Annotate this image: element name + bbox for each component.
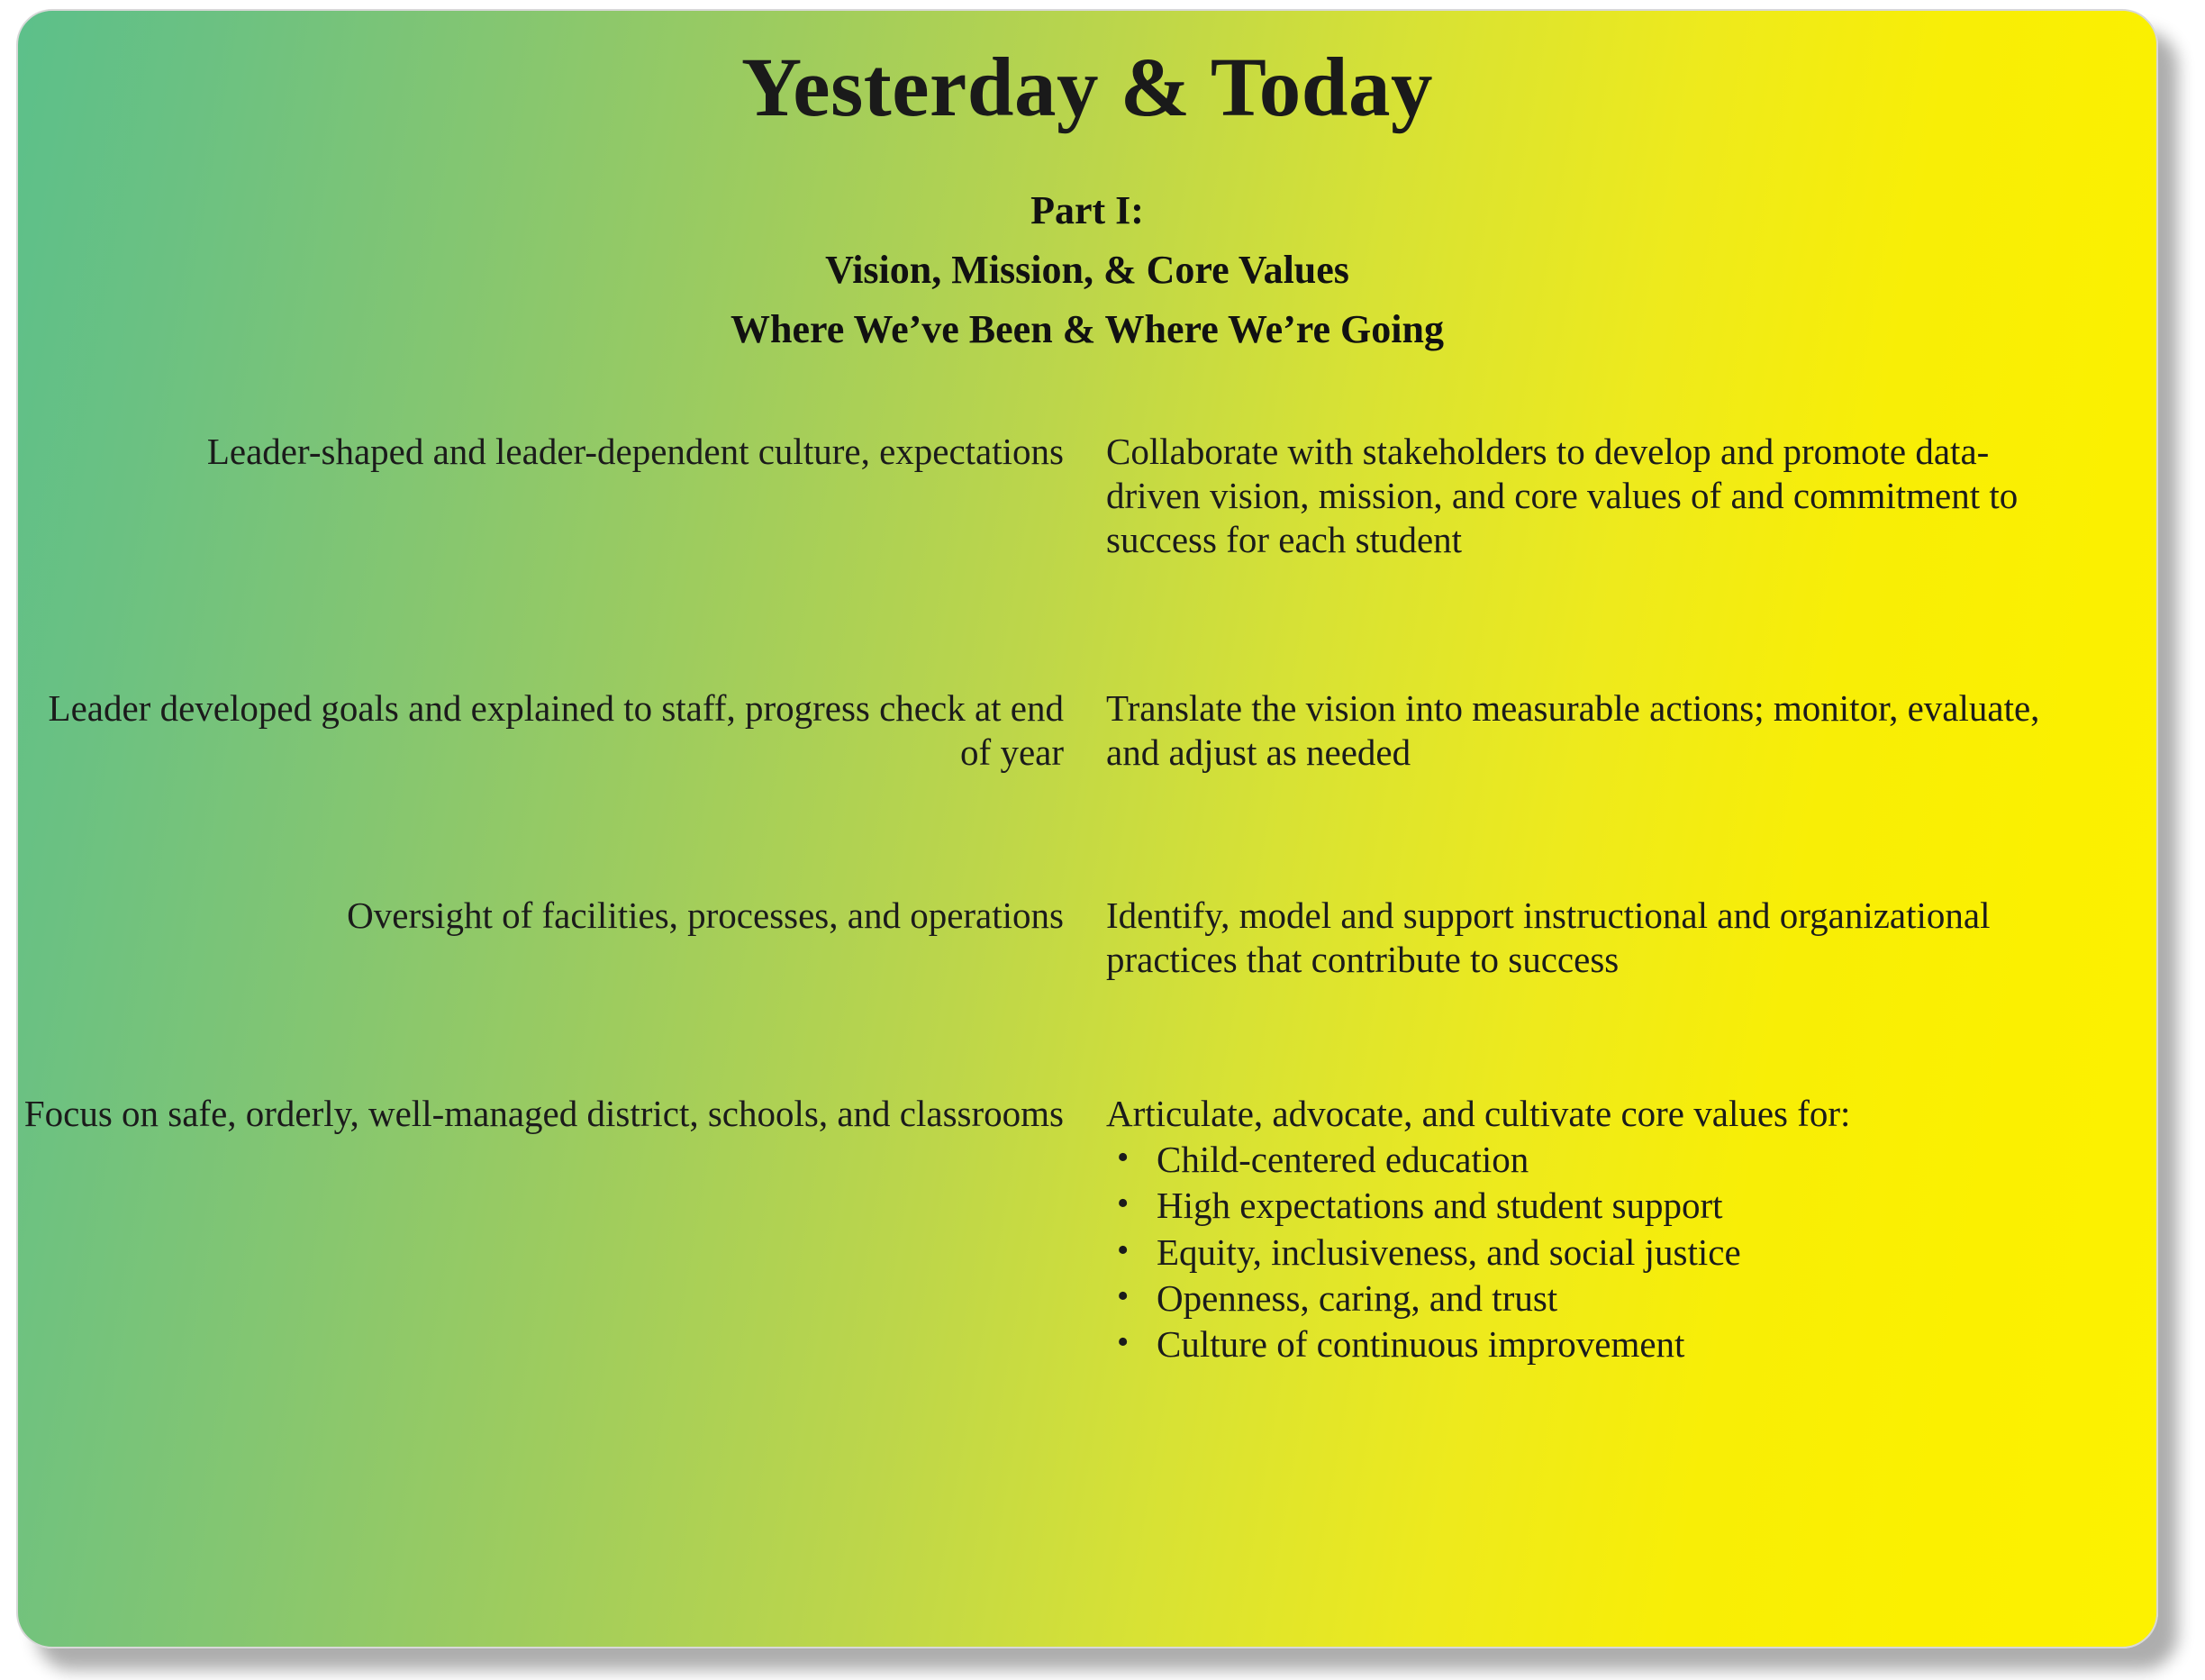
subtitle-tagline: Where We’ve Been & Where We’re Going (730, 306, 1444, 351)
comparison-table (18, 430, 2156, 1515)
slide-subtitle (18, 187, 2156, 353)
today-cell-1: Collaborate with stakeholders to develop and promote data-driven vision, mission, and core values of and commitment to success for each student (1106, 431, 2019, 561)
slide-panel (16, 9, 2158, 1648)
subtitle-part-label: Part I: (1030, 188, 1144, 232)
list-item: • Openness, caring, and trust (1106, 1276, 2058, 1321)
yesterday-cell-1: Leader-shaped and leader-dependent culture, expectations (206, 431, 1064, 472)
yesterday-cell-3: Oversight of facilities, processes, and operations (347, 894, 1064, 936)
today-cell-4-lead: Articulate, advocate, and cultivate core values for: (1106, 1093, 1851, 1134)
table-row (18, 686, 2156, 894)
list-item: • Child-centered education (1106, 1138, 2058, 1182)
subtitle-topic: Vision, Mission, & Core Values (825, 247, 1349, 292)
yesterday-cell-2: Leader developed goals and explained to staff, progress check at end of year (48, 687, 1064, 774)
list-item: • High expectations and student support (1106, 1184, 2058, 1228)
list-item: • Culture of continuous improvement (1106, 1322, 2058, 1367)
today-cell-4 (1085, 1092, 2058, 1515)
table-row (18, 1092, 2156, 1515)
list-item: • Equity, inclusiveness, and social justice (1106, 1230, 2058, 1275)
core-values-list (1106, 1138, 2058, 1367)
table-row (18, 894, 2156, 1092)
today-cell-3: Identify, model and support instructional and organizational practices that contribute to success (1106, 894, 1991, 981)
today-cell-2: Translate the vision into measurable actions; monitor, evaluate, and adjust as needed (1106, 687, 2040, 774)
yesterday-cell-4: Focus on safe, orderly, well-managed district, schools, and classrooms (23, 1093, 1064, 1134)
table-row (18, 430, 2156, 686)
slide-title: Yesterday & Today (740, 41, 1434, 134)
